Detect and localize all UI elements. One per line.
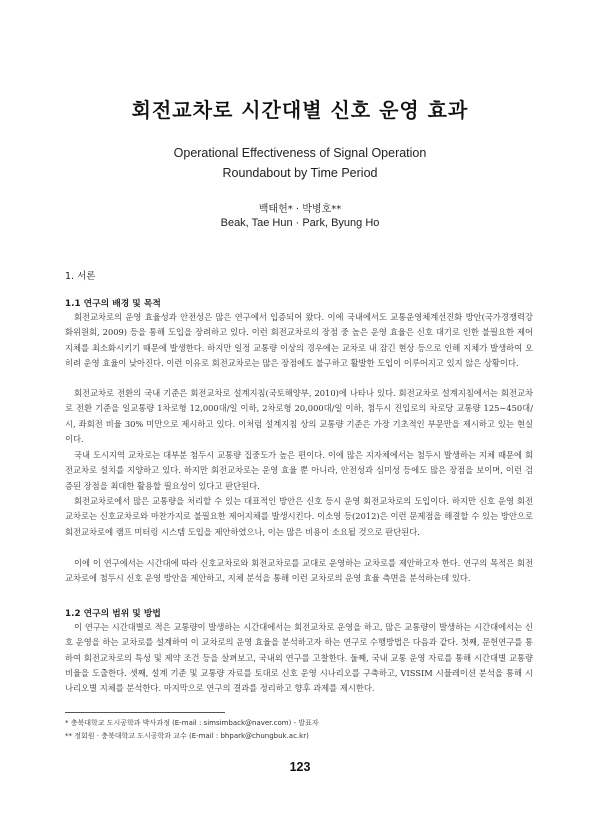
paragraph-1-1-d: 회전교차로에서 많은 교통량을 처리할 수 있는 대표적인 방안은 신호 등시 운영 회전교차로의 도입이다. 하지만 신호 운영 회전교차로는 신호교차로와 마찬가지로 불필요한 제어지체를 발생시킨다. 이소영 등(2012)은 이런 문제점을 해결할 수 있는 방안으로 회전교차로에 램프 미터링 시스템 도입을 제안하였으나, 이는 많은 비용이 소요될 것으로 판단된다. [65, 496, 533, 537]
page-number: 123 [289, 760, 311, 774]
paragraph-1-1-a: 회전교차로의 운영 효율성과 안전성은 많은 연구에서 입증되어 왔다. 이에 국내에서도 교통운영체계선진화 방안(국가경쟁력강화위원회, 2009) 등을 통해 도입을 장려하고 있다. 이런 회전교차로의 장점 중 높은 운영 효율은 신호 대기로 인한 불필요한 제어지체를 최소화시키기 때문에 발생한다. 하지만 일정 교통량 이상의 경우에는 교차로 내 잠긴 현상 등으로 인해 지체가 발생하여 오히려 운영 효율이 낮아진다. 이런 이유로 회전교차로는 많은 장점에도 불구하고 활발한 도입이 이루어지고 있지 않은 상황이다. [65, 312, 533, 368]
authors-english: Beak, Tae Hun · Park, Byung Ho [220, 217, 380, 229]
subsection-1-2-heading: 1.2 연구의 범위 및 방법 [65, 609, 161, 619]
section-1-heading: 1. 서론 [65, 271, 96, 282]
paragraph-1-2: 이 연구는 시간대별로 적은 교통량이 발생하는 시간대에서는 회전교차로 운영을 하고, 많은 교통량이 발생하는 시간대에서는 신호 운영을 하는 교차로를 설계하여 이 교차로의 운영 효율을 분석하고자 하는 연구로 수행방법은 다음과 같다. 첫째, 문헌연구를 통하여 회전교차로의 특성 및 제약 조건 등을 살펴보고, 국내외 연구를 고찰한다. 둘째, 국내 교통 운영 자료를 통해 시간대별 교통량 비율을 도출한다. 셋째, 설계 기준 및 교통량 자료를 토대로 신호 운영 시나리오를 구축하고, VISSIM 시뮬레이션 분석을 통해 시나리오별 지체를 분석한다. 마지막으로 연구의 결과를 정리하고 향후 과제를 제시한다. [65, 622, 533, 694]
english-title-line-1: Operational Effectiveness of Signal Operation [173, 146, 427, 160]
footnote-divider [65, 712, 225, 713]
subsection-1-1-heading: 1.1 연구의 배경 및 목적 [65, 299, 161, 309]
footnote-2: ** 정회원 · 충북대학교 도시공학과 교수 (E-mail : bhpark@chungbuk.ac.kr) [65, 732, 309, 740]
paragraph-1-1-e: 이에 이 연구에서는 시간대에 따라 신호교차로와 회전교차로를 교대로 운영하는 교차로를 제안하고자 한다. 연구의 목적은 회전교차로에 첨두시 신호 운영 방안을 제안하고, 지체 분석을 통해 이런 교차로의 운영 효율 측면을 분석하는데 있다. [65, 558, 533, 584]
paper-title: 회전교차로 시간대별 신호 운영 효과 [131, 98, 469, 122]
english-title-line-2: Roundabout by Time Period [222, 166, 378, 180]
footnote-1: * 충북대학교 도시공학과 박사과정 (E-mail : simsimback@naver.com) - 발표자 [65, 719, 319, 727]
paragraph-1-1-b: 회전교차로 전환의 국내 기준은 회전교차로 설계지침(국토해양부, 2010)에 나타나 있다. 회전교차로 설계지침에서는 회전교차로 전환 기준을 일교통량 1차로형 12,000대/일 이하, 2차로형 20,000대/일 이하, 첨두시 진입로의 차로당 교통량 125∼450대/시, 좌회전 비율 30% 미만으로 제시하고 있다. 이처럼 설계지침 상의 교통량 기준은 가장 기초적인 부문만을 제시하고 있는 현실이다. [65, 388, 533, 444]
authors-korean: 백태헌* · 박병호** [258, 204, 342, 215]
paragraph-1-1-c: 국내 도시지역 교차로는 대부분 첨두시 교통량 집중도가 높은 편이다. 이에 많은 지자체에서는 첨두시 발생하는 지체 때문에 회전교차로 설치를 지양하고 있다. 하지만 회전교차로는 운영 효율 뿐 아니라, 안전성과 심미성 등에도 많은 장점을 보이며, 이런 검증된 장점을 최대한 활용할 필요성이 있다고 판단된다. [65, 450, 533, 491]
